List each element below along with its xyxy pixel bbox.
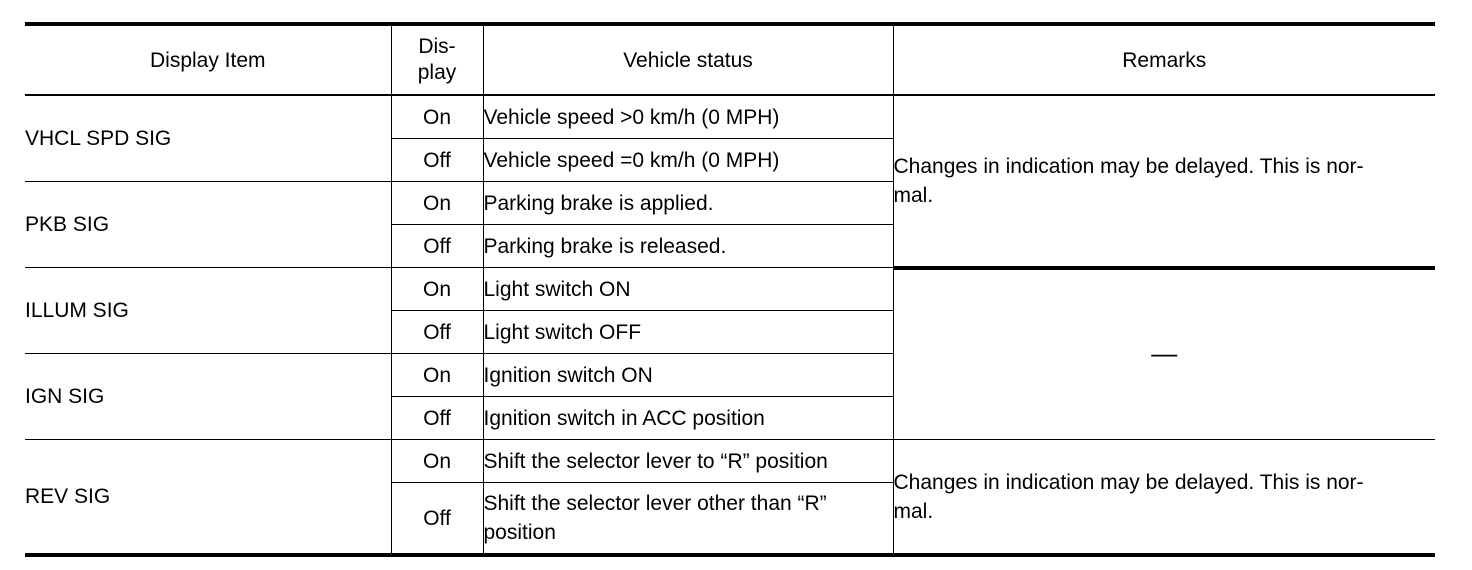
remarks-text: Changes in indication may be delayed. This is nor- mal. <box>893 470 1364 523</box>
display-value: On <box>391 440 483 483</box>
header-display-text: Dis- play <box>417 35 457 84</box>
vehicle-status: Vehicle speed =0 km/h (0 MPH) <box>483 139 893 182</box>
vehicle-status: Ignition switch in ACC position <box>483 397 893 440</box>
table-row <box>25 440 1435 483</box>
display-value: Off <box>391 311 483 354</box>
vehicle-status: Light switch OFF <box>483 311 893 354</box>
remarks-text: Changes in indication may be delayed. This is nor- mal. <box>893 154 1364 207</box>
remarks-cell <box>893 440 1435 556</box>
header-remarks: Remarks <box>893 24 1435 95</box>
remarks-cell <box>893 95 1435 268</box>
vehicle-status: Parking brake is applied. <box>483 182 893 225</box>
display-value: On <box>391 95 483 139</box>
vehicle-status: Light switch ON <box>483 268 893 311</box>
display-value: Off <box>391 225 483 268</box>
display-value: On <box>391 268 483 311</box>
item-pkb-sig: PKB SIG <box>25 182 391 268</box>
display-value: Off <box>391 483 483 556</box>
vehicle-status: Shift the selector lever to “R” position <box>483 440 893 483</box>
item-illum-sig: ILLUM SIG <box>25 268 391 354</box>
vehicle-status: Vehicle speed >0 km/h (0 MPH) <box>483 95 893 139</box>
display-value: On <box>391 354 483 397</box>
table-row <box>25 95 1435 139</box>
table-header-row <box>25 24 1435 95</box>
vehicle-status: Ignition switch ON <box>483 354 893 397</box>
table-row <box>25 268 1435 311</box>
display-value: Off <box>391 139 483 182</box>
header-display-item: Display Item <box>25 24 391 95</box>
header-display <box>391 24 483 95</box>
display-value: Off <box>391 397 483 440</box>
vehicle-status: Parking brake is released. <box>483 225 893 268</box>
remarks-dash: — <box>1151 337 1178 368</box>
header-vehicle-status: Vehicle status <box>483 24 893 95</box>
remarks-cell <box>893 268 1435 440</box>
item-vhcl-spd-sig: VHCL SPD SIG <box>25 95 391 182</box>
vehicle-status: Shift the selector lever other than “R” position <box>483 483 893 556</box>
item-rev-sig: REV SIG <box>25 440 391 556</box>
signal-display-table <box>25 22 1435 557</box>
display-value: On <box>391 182 483 225</box>
item-ign-sig: IGN SIG <box>25 354 391 440</box>
